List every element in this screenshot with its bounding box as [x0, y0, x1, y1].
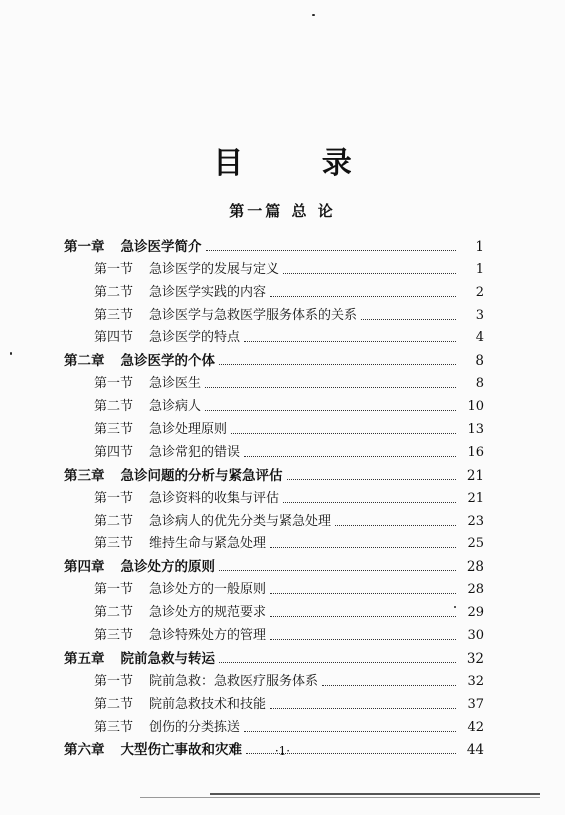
dot-leader — [219, 662, 456, 663]
page-title: 目 录 — [213, 146, 386, 181]
dot-leader — [361, 319, 456, 320]
toc-entry-title: 急诊医学的特点 — [149, 330, 241, 346]
toc-entry-number: 第四节 — [94, 444, 134, 460]
toc-section-row[interactable] — [64, 713, 484, 736]
dot-leader — [231, 433, 456, 434]
toc-chapter-row[interactable] — [64, 461, 484, 484]
toc-page-number: 21 — [467, 490, 484, 506]
toc-entry-title: 急诊问题的分析与紧急评估 — [120, 467, 283, 484]
dot-leader — [270, 296, 456, 297]
dot-leader — [322, 685, 456, 686]
toc-section-row[interactable] — [64, 484, 484, 507]
toc-entry-title: 院前急救：急救医疗服务体系 — [149, 673, 319, 689]
dot-leader — [206, 250, 457, 251]
toc-entry-title: 急诊病人 — [149, 399, 202, 415]
dot-leader — [244, 341, 456, 342]
toc-section-row[interactable] — [64, 667, 484, 690]
dot-leader — [270, 547, 456, 548]
bottom-rule — [210, 793, 540, 795]
dot-leader — [287, 479, 457, 480]
toc-entry-title: 急诊医学与急救医学服务体系的关系 — [149, 307, 358, 323]
toc-page-number: 1 — [475, 238, 484, 255]
toc-entry-title: 急诊常犯的错误 — [149, 444, 241, 460]
toc-section-row[interactable] — [64, 575, 484, 598]
toc-entry-number: 第五章 — [64, 650, 105, 667]
toc-entry-number: 第三节 — [94, 719, 134, 735]
toc-page-number: 44 — [466, 742, 484, 759]
toc-section-row[interactable] — [64, 507, 484, 530]
toc-entry-title: 院前急救与转运 — [120, 650, 215, 667]
toc-entry-number: 第二节 — [94, 696, 134, 712]
toc-page-number: 23 — [467, 513, 484, 529]
toc-page-number: 16 — [467, 444, 484, 460]
toc-entry-title: 急诊医生 — [149, 376, 202, 392]
toc-chapter-row[interactable] — [64, 232, 484, 255]
toc-entry-title: 急诊处方的一般原则 — [149, 582, 267, 598]
toc-page-number: 37 — [467, 696, 484, 712]
toc-page-number: 28 — [466, 559, 484, 576]
toc-entry-title: 急诊医学实践的内容 — [149, 284, 267, 300]
toc-entry-number: 第二节 — [94, 605, 134, 621]
bottom-rule-thin — [140, 797, 540, 798]
dot-leader — [270, 708, 456, 709]
toc-page-number: 21 — [466, 467, 484, 484]
toc-section-row[interactable] — [64, 278, 484, 301]
dot-leader — [219, 570, 456, 571]
toc-entry-title: 急诊特殊处方的管理 — [149, 628, 267, 644]
toc-page-number: 32 — [466, 650, 484, 667]
toc-entry-title: 创伤的分类拣送 — [149, 719, 241, 735]
toc-section-row[interactable] — [64, 530, 484, 553]
scan-speck — [10, 352, 12, 355]
toc-entry-title: 急诊医学的发展与定义 — [149, 261, 280, 277]
dot-leader — [283, 273, 456, 274]
toc-page-number: 1 — [475, 261, 484, 277]
toc-chapter-row[interactable] — [64, 346, 484, 369]
toc-entry-number: 第三节 — [94, 628, 134, 644]
toc-entry-number: 第一节 — [94, 582, 134, 598]
toc-entry-number: 第二章 — [64, 353, 105, 370]
toc-entry-number: 第六章 — [64, 742, 105, 759]
dot-leader — [270, 639, 456, 640]
toc-entry-title: 急诊医学简介 — [120, 238, 202, 255]
toc-page-number: 3 — [475, 307, 484, 323]
toc-entry-number: 第一节 — [94, 261, 134, 277]
toc-section-row[interactable] — [64, 392, 484, 415]
toc-page-number: 28 — [467, 582, 484, 598]
toc-section-row[interactable] — [64, 324, 484, 347]
toc-entry-title: 院前急救技术和技能 — [149, 696, 267, 712]
toc-section-row[interactable] — [64, 255, 484, 278]
toc-entry-title: 急诊医学的个体 — [120, 353, 215, 370]
toc-chapter-row[interactable] — [64, 552, 484, 575]
toc-entry-number: 第一节 — [94, 673, 134, 689]
toc-page-number: 25 — [467, 536, 484, 552]
toc-entry-title: 维持生命与紧急处理 — [149, 536, 267, 552]
toc-page-number: 30 — [467, 628, 484, 644]
toc-entry-title: 急诊病人的优先分类与紧急处理 — [149, 513, 332, 529]
toc-page-number: 8 — [475, 376, 484, 392]
dot-leader — [205, 410, 456, 411]
toc-section-row[interactable] — [64, 301, 484, 324]
toc-section-row[interactable] — [64, 415, 484, 438]
toc-entry-title: 大型伤亡事故和灾难 — [120, 742, 242, 759]
dot-leader — [244, 456, 456, 457]
toc-chapter-row[interactable] — [64, 644, 484, 667]
toc-entry-title: 急诊处方的原则 — [120, 559, 215, 576]
dot-leader — [219, 364, 456, 365]
toc-page-number: 42 — [467, 719, 484, 735]
toc-entry-number: 第三节 — [94, 307, 134, 323]
dot-leader — [335, 525, 456, 526]
scan-speck — [312, 14, 315, 16]
toc-entry-number: 第三节 — [94, 536, 134, 552]
toc-page-number: 32 — [467, 673, 484, 689]
toc-page-number: 10 — [467, 399, 484, 415]
toc-section-row[interactable] — [64, 598, 484, 621]
toc-page-number: 2 — [475, 284, 484, 300]
toc-entry-title: 急诊处方的规范要求 — [149, 605, 267, 621]
dot-leader — [270, 593, 456, 594]
toc-entry-number: 第三节 — [94, 422, 134, 438]
toc-entry-number: 第一章 — [64, 238, 105, 255]
toc-entry-number: 第一节 — [94, 376, 134, 392]
part-title: 第一篇 总 论 — [229, 202, 336, 220]
dot-leader — [205, 387, 456, 388]
toc-entry-number: 第一节 — [94, 490, 134, 506]
toc-page-number: 13 — [467, 422, 484, 438]
toc-entry-number: 第二节 — [94, 513, 134, 529]
toc-page-number: 29 — [467, 605, 484, 621]
dot-leader — [270, 616, 456, 617]
table-of-contents — [64, 232, 484, 758]
toc-entry-title: 急诊资料的收集与评估 — [149, 490, 280, 506]
dot-leader — [244, 731, 456, 732]
toc-entry-title: 急诊处理原则 — [149, 422, 228, 438]
toc-entry-number: 第三章 — [64, 467, 105, 484]
toc-section-row[interactable] — [64, 690, 484, 713]
toc-page-number: 4 — [475, 330, 484, 346]
toc-entry-number: 第四章 — [64, 559, 105, 576]
toc-entry-number: 第二节 — [94, 399, 134, 415]
dot-leader — [283, 502, 456, 503]
toc-section-row[interactable] — [64, 369, 484, 392]
toc-page-number: 8 — [475, 353, 484, 370]
page-number-footer: ·1· — [274, 744, 291, 758]
toc-section-row[interactable] — [64, 621, 484, 644]
toc-section-row[interactable] — [64, 438, 484, 461]
toc-entry-number: 第四节 — [94, 330, 134, 346]
toc-entry-number: 第二节 — [94, 284, 134, 300]
